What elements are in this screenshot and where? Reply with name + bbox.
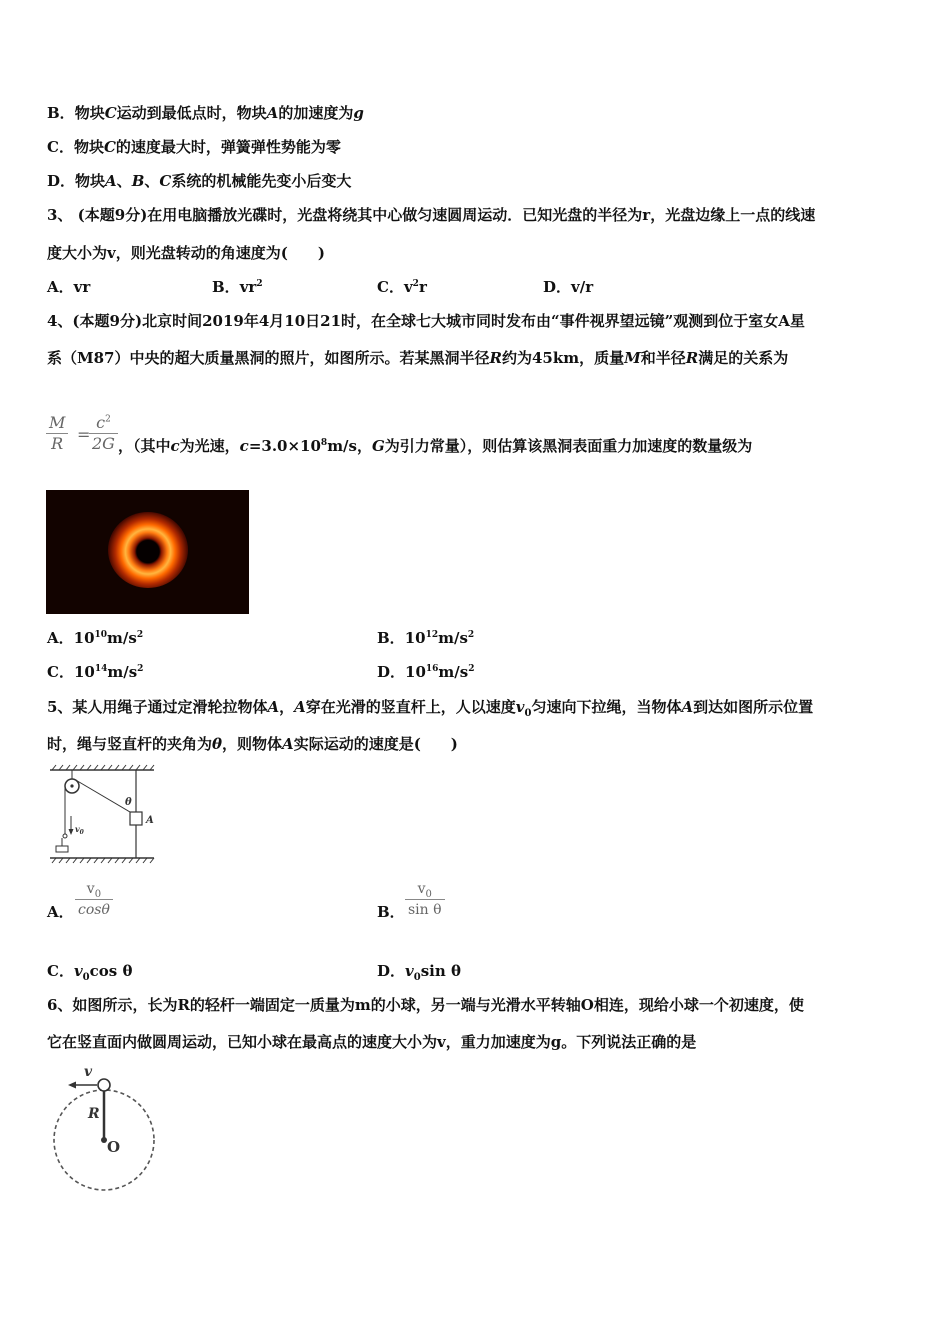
variable: c xyxy=(96,413,106,432)
variable: A xyxy=(266,104,279,122)
superscript: 14 xyxy=(94,664,108,674)
stem-text: 5、某人用绳子通过定滑轮拉物体 xyxy=(47,698,268,716)
stem-text: 到达如图所示位置 xyxy=(693,698,814,716)
q6-stem-line2: 它在竖直面内做圆周运动，已知小球在最高点的速度大小为v，重力加速度为g。下列说法正确的是 xyxy=(47,1033,697,1051)
subscript: 0 xyxy=(82,972,90,983)
stem-text: 匀速向下拉绳，当物体 xyxy=(531,698,682,716)
denominator: cosθ xyxy=(78,902,110,918)
option-text: 物块 xyxy=(75,172,106,190)
q4-option-a xyxy=(47,628,143,648)
formula-rhs-fraction xyxy=(89,413,118,454)
variable: C xyxy=(104,104,117,122)
option-label: D． xyxy=(543,278,572,296)
variable: c xyxy=(239,437,249,455)
variable: R xyxy=(489,349,502,367)
variable: v xyxy=(515,698,525,716)
stem-text: 约为45km，质量 xyxy=(501,349,625,367)
option-text: 10 xyxy=(73,629,95,647)
q3-stem-line2: 度大小为v，则光盘转动的角速度为( ) xyxy=(47,244,325,262)
pulley-diagram xyxy=(46,764,158,866)
variable: g xyxy=(353,104,364,122)
q4-stem-line3 xyxy=(118,436,752,456)
variable: C xyxy=(103,138,116,156)
small-ball xyxy=(98,1079,110,1091)
option-text: m/s xyxy=(438,663,469,681)
option-text: r xyxy=(418,278,427,296)
variable: A xyxy=(294,698,306,716)
q4-option-c xyxy=(47,662,143,682)
option-text: v/r xyxy=(571,278,594,296)
option-label: B． xyxy=(377,629,405,647)
q4-stem-line1: 4、(本题9分)北京时间2019年4月10日21时，在全球七大城市同时发布由“事件视界望远镜”观测到位于室女A星 xyxy=(47,312,805,330)
option-label: A． xyxy=(47,278,74,296)
superscript: 2 xyxy=(412,279,419,289)
q5-option-b-fraction xyxy=(405,879,445,920)
variable: v xyxy=(417,881,426,897)
superscript: 2 xyxy=(256,279,263,289)
denominator: sin θ xyxy=(408,902,442,918)
block-a-label: A xyxy=(146,815,154,826)
superscript: 2 xyxy=(137,664,144,674)
option-label: C． xyxy=(47,138,74,156)
q5-stem-line1 xyxy=(47,697,813,717)
stem-text: 实际运动的速度是( ) xyxy=(293,735,458,753)
option-text: cos θ xyxy=(89,962,133,980)
superscript: 2 xyxy=(136,630,144,640)
q3-option-d xyxy=(543,277,593,297)
stem-text: 系（M87）中央的超大质量黑洞的照片，如图所示。若某黑洞半径 xyxy=(47,349,490,367)
q4-stem-line2 xyxy=(47,348,788,368)
variable: R xyxy=(685,349,699,367)
pivot-label: O xyxy=(107,1138,121,1156)
q2-option-d xyxy=(47,171,351,191)
denominator: 2G xyxy=(92,434,115,453)
numerator xyxy=(75,879,113,900)
angle-theta-label: θ xyxy=(125,797,132,808)
velocity-subscript: 0 xyxy=(79,829,84,836)
option-text: 的加速度为 xyxy=(278,104,354,122)
option-text: 物块 xyxy=(74,104,105,122)
q5-stem-line2 xyxy=(47,734,458,754)
variable: B xyxy=(131,172,145,190)
option-label: B． xyxy=(47,104,75,122)
stem-text: 穿在光滑的竖直杆上，人以速度 xyxy=(305,698,516,716)
stem-text: 为引力常量），则估算该黑洞表面重力加速度的数量级为 xyxy=(384,437,753,455)
superscript: 10 xyxy=(94,630,108,640)
denominator: R xyxy=(51,434,64,453)
variable: A xyxy=(105,172,117,190)
option-label: C． xyxy=(377,278,404,296)
numerator: M xyxy=(46,413,68,434)
option-label: B． xyxy=(212,278,240,296)
option-text: m/s xyxy=(107,629,137,647)
radius-label: R xyxy=(88,1106,100,1122)
numerator xyxy=(89,413,118,434)
superscript: 2 xyxy=(105,414,111,425)
black-hole-photo xyxy=(46,490,249,614)
variable: M xyxy=(624,349,641,367)
variable: A xyxy=(267,698,280,716)
q3-stem-line1: 3、 (本题9分)在用电脑播放光碟时，光盘将绕其中心做匀速圆周运动．已知光盘的半径为r，光盘边缘上一点的线速 xyxy=(47,206,816,224)
q3-option-c xyxy=(377,277,427,297)
subscript: 0 xyxy=(524,708,532,719)
rope-hand xyxy=(63,834,67,838)
velocity-label xyxy=(75,824,85,836)
separator: 、 xyxy=(116,172,132,190)
pulley-axle xyxy=(70,784,73,787)
option-text: 物块 xyxy=(73,138,104,156)
stem-text: ， xyxy=(279,698,295,716)
stem-text: 时，绳与竖直杆的夹角为 xyxy=(47,735,213,753)
option-label: D． xyxy=(377,962,406,980)
variable: A xyxy=(282,735,294,753)
superscript: 2 xyxy=(467,630,475,640)
stem-text: 满足的关系为 xyxy=(698,349,789,367)
q3-option-a xyxy=(47,277,90,297)
option-label: C． xyxy=(47,962,74,980)
q5-option-c xyxy=(47,961,132,981)
variable: θ xyxy=(212,735,223,753)
q4-option-b xyxy=(377,628,474,648)
rope-diagonal xyxy=(74,779,130,812)
option-text: v xyxy=(403,278,413,296)
variable: A xyxy=(681,698,694,716)
superscript: 16 xyxy=(425,664,439,674)
option-text: 的速度最大时，弹簧弹性势能为零 xyxy=(115,138,341,156)
variable: c xyxy=(170,437,180,455)
circular-motion-diagram xyxy=(46,1060,160,1200)
option-text: m/s xyxy=(107,663,138,681)
option-text: sin θ xyxy=(420,962,461,980)
option-text: m/s xyxy=(438,629,468,647)
option-text: 10 xyxy=(405,663,426,681)
stem-text: ，（其中 xyxy=(118,437,171,455)
q5-option-d xyxy=(377,961,461,981)
q5-option-a-fraction xyxy=(75,879,113,920)
block-a xyxy=(130,812,142,825)
formula-lhs-fraction xyxy=(46,413,68,454)
subscript: 0 xyxy=(425,888,432,900)
option-text: 运动到最低点时，物块 xyxy=(116,104,267,122)
q2-option-b xyxy=(47,103,364,123)
stem-text: =3.0×10 xyxy=(248,437,321,455)
velocity-arrow-head xyxy=(68,1082,76,1089)
stem-text: ，则物体 xyxy=(222,735,283,753)
option-label: A． xyxy=(47,629,74,647)
stem-text: m/s， xyxy=(327,437,372,455)
option-text: vr xyxy=(73,278,91,296)
formula-equals: = xyxy=(77,425,91,444)
q6-stem-line1: 6、如图所示，长为R的轻杆一端固定一质量为m的小球，另一端与光滑水平转轴O相连，现给小球一个初速度，使 xyxy=(47,996,804,1014)
variable: v xyxy=(405,962,414,980)
option-text: 10 xyxy=(73,663,95,681)
q4-option-d xyxy=(377,662,474,682)
option-label: D． xyxy=(377,663,406,681)
separator: 、 xyxy=(144,172,160,190)
superscript: 12 xyxy=(425,630,439,640)
q3-option-b xyxy=(212,277,263,297)
velocity-symbol: v xyxy=(75,824,80,834)
q2-option-c xyxy=(47,137,341,157)
q5-option-a-label: A． xyxy=(47,903,74,921)
variable: v xyxy=(73,962,83,980)
subscript: 0 xyxy=(413,972,421,983)
superscript: 2 xyxy=(468,664,475,674)
stem-text: 为光速， xyxy=(179,437,240,455)
stem-text: 和半径 xyxy=(640,349,686,367)
variable: v xyxy=(86,881,95,897)
velocity-label: v xyxy=(84,1064,93,1080)
ground-support xyxy=(56,846,68,852)
numerator xyxy=(405,879,445,900)
q5-option-b-label: B． xyxy=(377,903,405,921)
variable: G xyxy=(371,437,385,455)
variable: C xyxy=(159,172,172,190)
option-text: 10 xyxy=(404,629,426,647)
option-label: D． xyxy=(47,172,76,190)
velocity-arrow-head xyxy=(69,829,74,835)
option-text: vr xyxy=(239,278,257,296)
superscript: 8 xyxy=(320,438,328,448)
subscript: 0 xyxy=(94,888,102,900)
option-text: 系统的机械能先变小后变大 xyxy=(171,172,352,190)
option-label: C． xyxy=(47,663,74,681)
black-hole-ring xyxy=(108,512,188,588)
